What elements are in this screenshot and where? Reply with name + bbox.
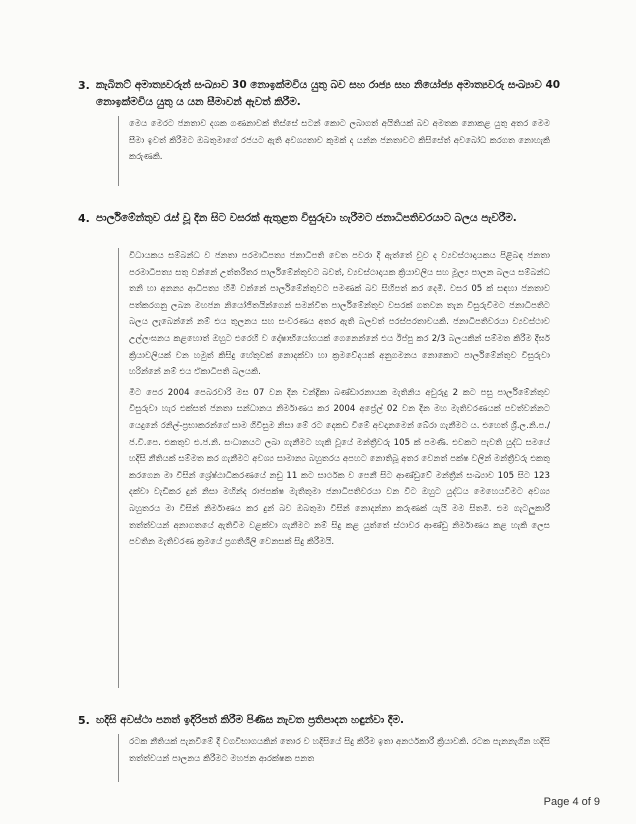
section-heading [78, 77, 566, 111]
section-body [118, 734, 550, 782]
page-label: Page [543, 796, 570, 808]
section-body [118, 248, 550, 688]
paragraph: මීට පෙර 2004 පෙබරවාරි මස 07 වන දින චන්ද්‍රිකා බණ්ඩාරනායක මැතිනිය අවුරුදු 2 කට පසු පාර්ලිමේන්තුව විසුරුවා හැර එක්සත් ජනතා සන්ධානය නිර්මාණය කර 2004 අප්‍රේල් 02 වන දින මහ මැතිවරණයක් පවත්වන්නට යෙදුනේ රනිල්-ප්‍රභාකරන්ගේ සාම ගිවිසුම නිසා මේ රට දෙකඩ වීමේ අවදානමෙන් බේරා ගැනීමට ය. එහෙත් ශ්‍රී.ල.නි.ප./ජ.වි.පෙ. එකතුව එ.ජ.නි. සංධානයට ලබා ගැනීමට හැකි වූයේ මන්ත්‍රීවරු 105 ක් පමණි. එවකට පැවති යුද්ධ සමයේ හදිසි නීතියක් සම්මත කර ගැනීමට අවශ්‍ය සාමාන්‍ය බහුතරය අපහට නොතිබූ අතර වෙනත් පක්ෂ වලින් මන්ත්‍රීවරු එකතු කරගෙන මා විසින් ශ්‍රේෂ්ඨාධිකරණයේ නඩු 11 කට සාර්ථක ව පෙනී සිට ආණ්ඩුවේ මන්ත්‍රීන් සංඛ්‍යාව 105 සිට 123 දක්වා වැඩිකර දුන් නිසා මහින්ද රාජපක්ෂ මැතිතුමා ජනාධිපතිවරයා වන විට ඔහුට යුද්ධය මෙහෙයවීමට අවශ්‍ය බහුතරය මා විසින් නිර්මාණය කර දුන් බව ඔබතුමා විසින් නොදන්නා කරුණක් යැයි මම සිතමි. එම ගැටලුකාරී තත්ත්වයන් අනාගතයේ ඇතිවීම වළක්වා ගැනීමට නම් සිදු කළ යුත්තේ ස්ථාවර ආණ්ඩු නිර්මාණය කළ හැකි ලෙස පවතින මැතිවරණ ක්‍රමයේ ප්‍රගතිශීලි වෙනසක් සිදු කිරීමයි. [129, 387, 550, 548]
paragraph: විධායකය සම්බන්ධ ව ජනතා පරමාධිපත්‍ය ජනාධිපති වෙත පවරා දී ඇත්තේ වුව ද ව්‍යවස්ථාදායකය පිළිබඳ ජනතා පරමාධිපත්‍ය සතු වන්නේ උත්තරීතර පාර්ලිමේන්තුවට බවත්, ව්‍යවස්ථාදායක ක්‍රියාවලිය සහ මූල්‍ය පාලන බලය සම්බන්ධ තනි හා අනන්‍ය ආධිපත්‍ය හිමි වන්නේ පාර්ලිමේන්තුවට පමණක් බව සිහිපත් කර දෙමි. වසර 05 ක් සඳහා ජනතාව පත්කරගනු ලබන මහජන නියෝජිතයින්ගෙන් සමන්විත පාර්ලිමේන්තුව වසරක් ගතවන තැන විසුරුවීමට ජනාධිපතිට බලය ලැබෙන්නේ නම් එය තුලනය සහ සංවරණය අතර ඇති බලවත් පරස්පරතාවයකි. ජනාධිපතිවරයා ව්‍යවස්ථාව උල්ලංඝනය කළහොත් ඔහුට එරෙහි ව දෝෂාභියෝගයක් ගෙනෙන්නේ එය ඊප්පු කර 2/3 බලයකින් සම්මත කිරීම දීර්ඝ ක්‍රියාවලියක් වන හමුත් කිසිදු හේතුවක් නොදක්වා හා ක්‍රමවේදයක් අනුගමනය නොකොට පාර්ලිමේන්තුව විසුරුවා හරින්නේ නම් එය ඒකාධිපති බලයකි. [129, 251, 550, 378]
section-heading [78, 210, 566, 227]
page-of: of [581, 796, 591, 808]
page-total: 9 [593, 796, 600, 808]
section-body [118, 116, 550, 186]
section-heading [78, 712, 566, 729]
paragraph: රටක නීතියක් පැනවීමේ දී වගවිභාගයකින් තොර ව හදිසියේ සිදු කිරීම ඉතා අනර්ථකාරී ක්‍රියාවකි. රටක පැනනැගින හදිසි තත්ත්වයන් පාලනය කිරීමට මහජන ආරක්ෂක පනත [129, 737, 550, 764]
section-heading-text: කැබිනට් අමාත්‍යවරුන් සංඛ්‍යාව 30 නොඉක්මවිය යුතු බව සහ රාජ්‍ය සහ නියෝජ්‍ය අමාත්‍යවරු සංඛ්‍යාව 40 නොඉක්මවිය යුතු ය යන සීමාවන් ඇවත් කිරීම. [96, 79, 561, 108]
section-heading-text: පාර්ලිමේන්තුව රැස් වූ දින සිට වසරක් ඇතුළත විසුරුවා හැරීමට ජනාධිපතිවරයාට බලය පැවරීම. [96, 212, 517, 224]
page-current: 4 [572, 796, 579, 808]
paragraph: මෙය මෙරට ජනතාව දශක ගණනාවක් තිස්සේ සටන් කොට ලබාගත් අයිතියක් බව අමතක නොකළ යුතු අතර මෙම සීමා ඉවත් කිරීමට ඔබතුමාගේ රජයට ඇති අවශ්‍යතාව කුමක් ද යන්න ජනතාවට කිසිසේත් අවබෝධ කරගත නොහැකි කරුණකි. [129, 119, 550, 163]
section-number: 5. [78, 714, 90, 727]
section-number: 3. [78, 79, 90, 92]
section-heading-text: හදිසි අවස්ථා පනත් ඉදිරිපත් කිරීම පිණිස නැවත ප්‍රතිපාදන හඳුන්වා දීම. [96, 714, 405, 726]
section-number: 4. [78, 212, 90, 225]
page-number-footer [544, 796, 600, 808]
